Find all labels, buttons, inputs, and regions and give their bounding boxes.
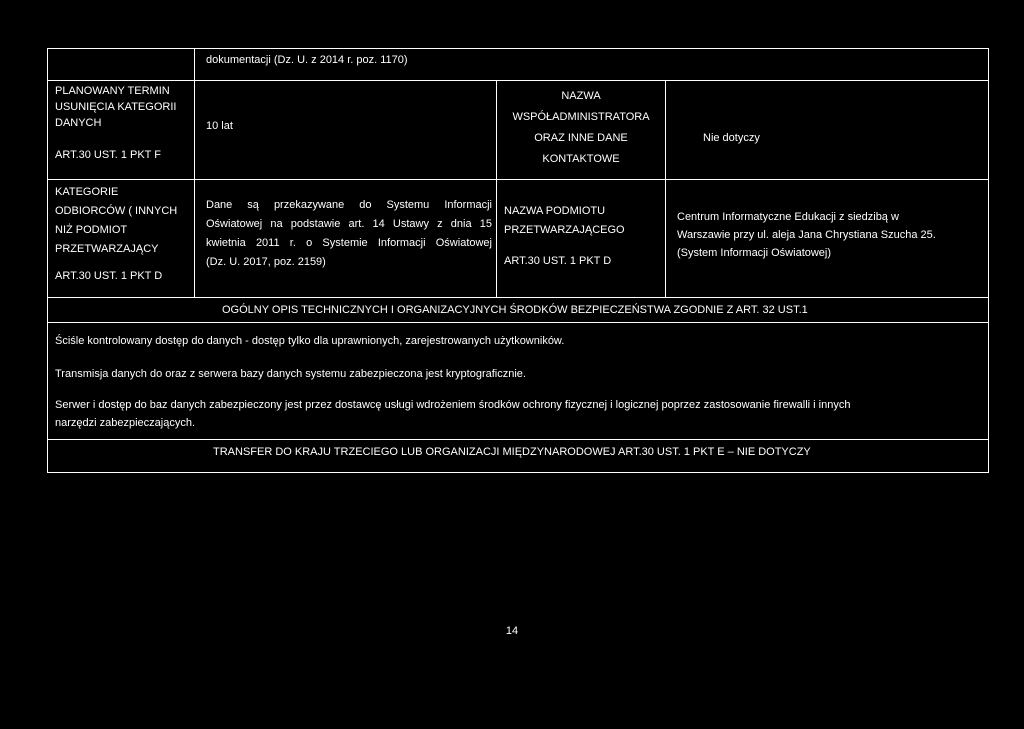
admin-value: Nie dotyczy bbox=[703, 132, 760, 144]
security-paragraph-3-line: Serwer i dostęp do baz danych zabezpieczony jest przez dostawcę usługi wdrożeniem środków ochrony fizycznej i logicznej poprzez zastosowanie firewalli i innych bbox=[55, 399, 851, 411]
admin-label-line: WSPÓŁADMINISTRATORA bbox=[512, 111, 650, 123]
termin-label-line: ART.30 UST. 1 PKT F bbox=[55, 149, 161, 161]
termin-value: 10 lat bbox=[206, 120, 233, 132]
odbiorcy-value-line: (Dz. U. 2017, poz. 2159) bbox=[206, 256, 326, 268]
table-border-left bbox=[47, 48, 48, 473]
processor-value-line: Warszawie przy ul. aleja Jana Chrystiana Szucha 25. bbox=[677, 229, 936, 241]
admin-label-line: ORAZ INNE DANE bbox=[534, 132, 628, 144]
security-paragraph-1: Ściśle kontrolowany dostęp do danych - dostęp tylko dla uprawnionych, zarejestrowanych użytkowników. bbox=[55, 335, 565, 347]
termin-label-line: USUNIĘCIA KATEGORII bbox=[55, 101, 177, 113]
security-paragraph-2: Transmisja danych do oraz z serwera bazy danych systemu zabezpieczona jest kryptograficznie. bbox=[55, 368, 526, 380]
security-heading: OGÓLNY OPIS TECHNICZNYCH I ORGANIZACYJNYCH ŚRODKÓW BEZPIECZEŃSTWA ZGODNIE Z ART. 32 UST.1 bbox=[222, 304, 808, 316]
table-border-row2 bbox=[47, 179, 989, 180]
top-row-text: dokumentacji (Dz. U. z 2014 r. poz. 1170) bbox=[206, 54, 408, 66]
odbiorcy-value-line: Dane są przekazywane do Systemu Informacji bbox=[206, 199, 492, 211]
security-paragraph-3 bbox=[55, 396, 850, 432]
odbiorcy-value-line: Oświatowej na podstawie art. 14 Ustawy z dnia 15 bbox=[206, 218, 492, 230]
table-border-row1 bbox=[47, 80, 989, 81]
odbiorcy-value-line: kwietnia 2011 r. o Systemie Informacji Oświatowej bbox=[206, 237, 492, 249]
page-number: 14 bbox=[505, 625, 519, 637]
processor-label-line: NAZWA PODMIOTU bbox=[504, 205, 606, 217]
table-border-right bbox=[988, 48, 989, 473]
odbiorcy-label-line: ODBIORCÓW ( INNYCH bbox=[55, 205, 178, 217]
table-border-row3 bbox=[47, 297, 989, 298]
odbiorcy-label-line: KATEGORIE bbox=[55, 186, 119, 198]
processor-value-line: (System Informacji Oświatowej) bbox=[677, 247, 832, 259]
table-border-bottom bbox=[47, 472, 989, 473]
table-border-row4 bbox=[47, 322, 989, 323]
admin-label-line: NAZWA bbox=[561, 90, 601, 102]
odbiorcy-label-line bbox=[55, 259, 177, 267]
odbiorcy-value bbox=[206, 196, 492, 272]
termin-label-line: PLANOWANY TERMIN bbox=[55, 85, 170, 97]
processor-value-line: Centrum Informatyczne Edukacji z siedzibą w bbox=[677, 211, 899, 223]
table-border-top bbox=[47, 48, 989, 49]
processor-label-line: ART.30 UST. 1 PKT D bbox=[504, 255, 612, 267]
termin-label-line bbox=[55, 131, 176, 147]
odbiorcy-label-line: PRZETWARZAJĄCY bbox=[55, 243, 159, 255]
admin-label-line: KONTAKTOWE bbox=[542, 153, 620, 165]
termin-label-line: DANYCH bbox=[55, 117, 102, 129]
processor-label bbox=[504, 202, 625, 271]
processor-label-line bbox=[504, 240, 625, 252]
column-divider-3 bbox=[665, 80, 666, 298]
odbiorcy-label-line: NIŻ PODMIOT bbox=[55, 224, 128, 236]
processor-value bbox=[677, 208, 936, 262]
table-border-row5 bbox=[47, 439, 989, 440]
termin-label bbox=[55, 83, 176, 163]
processor-label-line: PRZETWARZAJĄCEGO bbox=[504, 224, 625, 236]
security-paragraph-3-line: narzędzi zabezpieczających. bbox=[55, 417, 196, 429]
transfer-heading: TRANSFER DO KRAJU TRZECIEGO LUB ORGANIZACJI MIĘDZYNARODOWEJ ART.30 UST. 1 PKT E – NIE DOTYCZY bbox=[213, 446, 811, 458]
column-divider-1 bbox=[194, 48, 195, 298]
odbiorcy-label-line: ART.30 UST. 1 PKT D bbox=[55, 270, 163, 282]
odbiorcy-label bbox=[55, 183, 177, 286]
admin-label bbox=[497, 86, 665, 170]
